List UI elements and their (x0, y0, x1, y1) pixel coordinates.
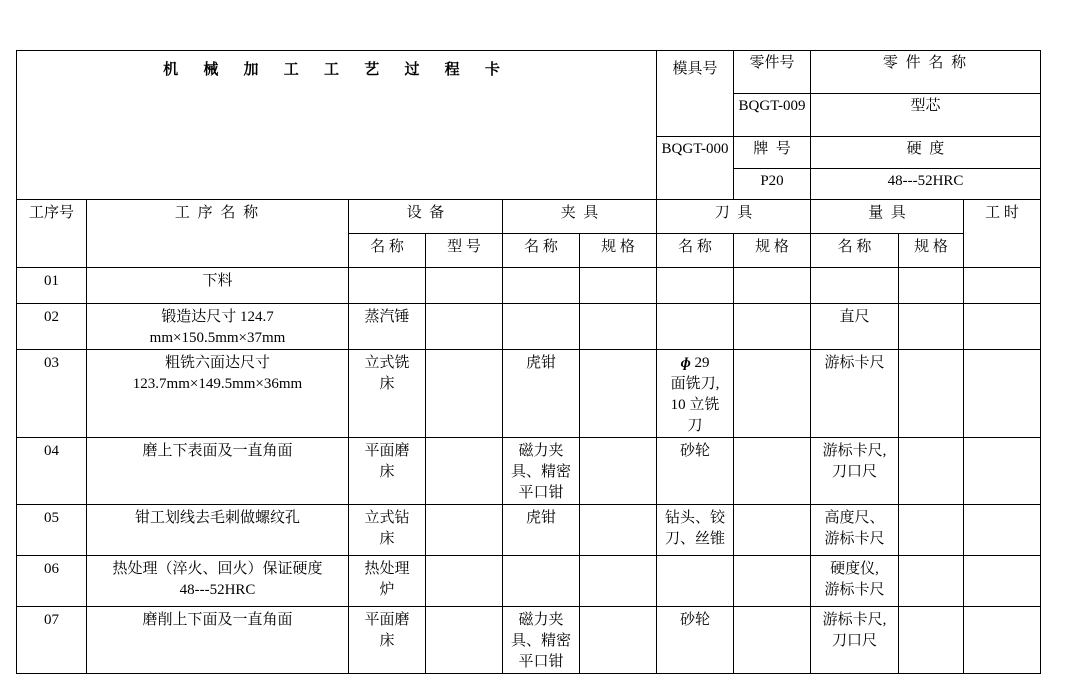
grade-value: P20 (734, 169, 811, 200)
cell-text: 砂轮 (680, 612, 711, 628)
cell-step-no (17, 607, 87, 674)
cell-tool-name (657, 438, 734, 505)
cell-text: 热处理（淬火、回火）保证硬度 48---52HRC (112, 561, 323, 598)
cell-text: 01 (44, 273, 59, 289)
cell-gauge-name (811, 268, 899, 304)
cell-step-name (87, 607, 349, 674)
cell-fixture-name (503, 607, 580, 674)
cell-text: 磁力夹 具、精密 平口钳 (510, 612, 571, 670)
cell-step-name (87, 556, 349, 607)
cell-equip-model (426, 505, 503, 556)
cell-text: 立式铣 床 (364, 355, 410, 392)
cell-text: 下料 (202, 273, 233, 289)
cell-fixture-spec (580, 438, 657, 505)
cell-equip-name (349, 505, 426, 556)
cell-fixture-spec (580, 607, 657, 674)
cell-tool-spec (734, 304, 811, 350)
cell-text: 06 (44, 561, 59, 577)
col-step-no: 工序号 (17, 200, 87, 268)
cell-work-hours (964, 505, 1041, 556)
mold-no-value: BQGT-000 (657, 137, 734, 200)
cell-text: 砂轮 (680, 443, 711, 459)
cell-text: 磨削上下面及一直角面 (142, 612, 293, 628)
cell-text: 04 (44, 443, 59, 459)
cell-step-name (87, 438, 349, 505)
cell-fixture-name (503, 556, 580, 607)
cell-step-no (17, 556, 87, 607)
cell-tool-name (657, 304, 734, 350)
col-gauge: 量 具 (811, 200, 964, 234)
cell-fixture-spec (580, 556, 657, 607)
cell-equip-name (349, 350, 426, 438)
cell-text: 虎钳 (525, 355, 556, 371)
col-gauge-spec: 规 格 (899, 234, 964, 268)
cell-work-hours (964, 350, 1041, 438)
diameter-symbol: ɸ (680, 355, 691, 371)
cell-fixture-name (503, 505, 580, 556)
process-rows (17, 268, 1041, 674)
cell-text: 平面磨 床 (364, 443, 410, 480)
cell-gauge-spec (899, 607, 964, 674)
table-row (17, 607, 1041, 674)
cell-fixture-spec (580, 268, 657, 304)
col-equip-name: 名 称 (349, 234, 426, 268)
cell-gauge-name (811, 350, 899, 438)
cell-tool-spec (734, 268, 811, 304)
card-title: 机 械 加 工 工 艺 过 程 卡 (17, 51, 657, 200)
table-row (17, 304, 1041, 350)
col-gauge-name: 名 称 (811, 234, 899, 268)
cell-equip-name (349, 304, 426, 350)
col-fixture-spec: 规 格 (580, 234, 657, 268)
cell-text: 07 (44, 612, 59, 628)
cell-gauge-spec (899, 268, 964, 304)
cell-tool-name (657, 350, 734, 438)
cell-text: 虎钳 (525, 510, 556, 526)
part-name-label: 零 件 名 称 (811, 51, 1041, 94)
cell-text: 钳工划线去毛刺做螺纹孔 (134, 510, 300, 526)
cell-fixture-name (503, 438, 580, 505)
cell-step-name (87, 304, 349, 350)
cell-gauge-spec (899, 556, 964, 607)
cell-gauge-name (811, 607, 899, 674)
table-row (17, 350, 1041, 438)
cell-tool-spec (734, 350, 811, 438)
cell-gauge-name (811, 438, 899, 505)
cell-tool-spec (734, 505, 811, 556)
col-hours: 工 时 (964, 200, 1041, 268)
cell-text: 热处理 炉 (364, 561, 410, 598)
col-equip-model: 型 号 (426, 234, 503, 268)
cell-tool-spec (734, 607, 811, 674)
cell-text: 直尺 (839, 309, 870, 325)
cell-text: 蒸汽锤 (364, 309, 410, 325)
col-tool-name: 名 称 (657, 234, 734, 268)
cell-text: 游标卡尺 (824, 355, 885, 371)
cell-text: 钻头、铰 刀、丝锥 (665, 510, 726, 547)
cell-gauge-spec (899, 350, 964, 438)
col-fixture: 夹 具 (503, 200, 657, 234)
cell-tool-name (657, 268, 734, 304)
cell-equip-model (426, 268, 503, 304)
cell-gauge-name (811, 304, 899, 350)
cell-text: 03 (44, 355, 59, 371)
cell-equip-model (426, 304, 503, 350)
cell-work-hours (964, 304, 1041, 350)
cell-tool-name (657, 505, 734, 556)
cell-equip-name (349, 556, 426, 607)
table-row (17, 505, 1041, 556)
mold-no-label: 模具号 (657, 51, 734, 137)
grade-label: 牌 号 (734, 137, 811, 169)
col-fixture-name: 名 称 (503, 234, 580, 268)
cell-step-name (87, 505, 349, 556)
col-tool-spec: 规 格 (734, 234, 811, 268)
cell-fixture-name (503, 350, 580, 438)
cell-tool-name (657, 607, 734, 674)
cell-equip-model (426, 350, 503, 438)
cell-text: 粗铣六面达尺寸 123.7mm×149.5mm×36mm (132, 355, 303, 392)
hardness-value: 48---52HRC (811, 169, 1041, 200)
cell-fixture-name (503, 304, 580, 350)
cell-text: 02 (44, 309, 59, 325)
part-name-value: 型芯 (811, 94, 1041, 137)
cell-gauge-spec (899, 438, 964, 505)
cell-fixture-spec (580, 350, 657, 438)
cell-step-no (17, 350, 87, 438)
cell-tool-spec (734, 556, 811, 607)
cell-step-name (87, 268, 349, 304)
process-card-table (16, 50, 1041, 674)
part-no-label: 零件号 (734, 51, 811, 94)
table-row (17, 268, 1041, 304)
cell-work-hours (964, 438, 1041, 505)
cell-fixture-name (503, 268, 580, 304)
cell-text: 磁力夹 具、精密 平口钳 (510, 443, 571, 501)
cell-fixture-spec (580, 505, 657, 556)
cell-text: 硬度仪, 游标卡尺 (824, 561, 885, 598)
cell-equip-model (426, 438, 503, 505)
cell-work-hours (964, 268, 1041, 304)
cell-text: 游标卡尺, 刀口尺 (822, 443, 887, 480)
cell-step-name (87, 350, 349, 438)
cell-equip-name (349, 438, 426, 505)
cell-text: 29 面铣刀, 10 立铣 刀 (670, 355, 720, 434)
cell-step-no (17, 505, 87, 556)
cell-step-no (17, 438, 87, 505)
cell-equip-model (426, 607, 503, 674)
cell-equip-name (349, 268, 426, 304)
cell-work-hours (964, 556, 1041, 607)
col-equipment: 设 备 (349, 200, 503, 234)
cell-text: 平面磨 床 (364, 612, 410, 649)
cell-text: 锻造达尺寸 124.7 mm×150.5mm×37mm (149, 309, 286, 346)
cell-text: 立式钻 床 (364, 510, 410, 547)
cell-text: 05 (44, 510, 59, 526)
cell-gauge-name (811, 556, 899, 607)
col-tool: 刀 具 (657, 200, 811, 234)
cell-text: 高度尺、 游标卡尺 (824, 510, 885, 547)
table-row (17, 556, 1041, 607)
hardness-label: 硬 度 (811, 137, 1041, 169)
cell-tool-name (657, 556, 734, 607)
cell-equip-name (349, 607, 426, 674)
cell-step-no (17, 304, 87, 350)
cell-gauge-spec (899, 505, 964, 556)
cell-gauge-spec (899, 304, 964, 350)
cell-tool-spec (734, 438, 811, 505)
cell-text: 游标卡尺, 刀口尺 (822, 612, 887, 649)
table-row (17, 438, 1041, 505)
part-no-value: BQGT-009 (734, 94, 811, 137)
cell-work-hours (964, 607, 1041, 674)
cell-text: 磨上下表面及一直角面 (142, 443, 293, 459)
cell-gauge-name (811, 505, 899, 556)
cell-step-no (17, 268, 87, 304)
cell-fixture-spec (580, 304, 657, 350)
cell-equip-model (426, 556, 503, 607)
col-step-name: 工 序 名 称 (87, 200, 349, 268)
